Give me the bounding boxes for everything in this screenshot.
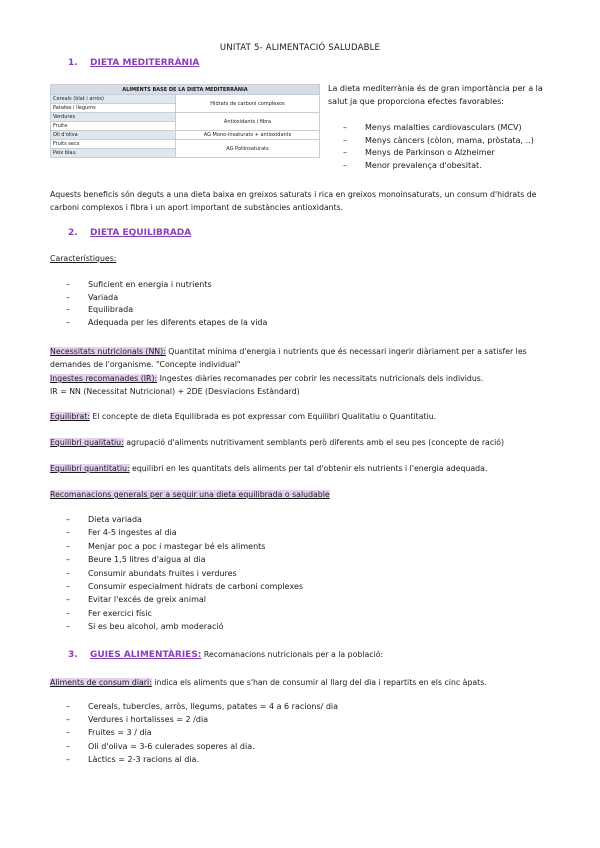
characteristics-list	[66, 279, 267, 329]
section-3-heading	[68, 650, 383, 660]
list-item: – Menys càncers (còlon, mama, pròstata, ..)	[343, 135, 534, 148]
table-row	[51, 95, 320, 104]
list-item: – Fruites = 3 / dia	[66, 726, 338, 739]
section-3-title: GUIES ALIMENTÀRIES:	[90, 650, 202, 660]
table-cell-food: Patates i llegums	[51, 104, 176, 113]
nn-paragraph	[50, 345, 550, 371]
list-item: – Làctics = 2-3 racions al dia.	[66, 753, 338, 766]
list-item: – Equilibrada	[66, 304, 267, 317]
section-1-number: 1.	[68, 58, 78, 68]
table-cell-food: Fruita	[51, 122, 176, 131]
list-item: – Beure 1,5 litres d'aigua al dia	[66, 553, 303, 566]
list-item: – Adequada per les diferents etapes de la vida	[66, 317, 267, 330]
list-item: – Menys de Parkinson o Alzheimer	[343, 147, 534, 160]
equilibrat-paragraph	[50, 410, 550, 423]
list-item: – Si es beu alcohol, amb moderació	[66, 620, 303, 633]
list-item: – Oli d'oliva = 3-6 culerades soperes al dia.	[66, 740, 338, 753]
section-1-title: DIETA MEDITERRÀNIA	[90, 58, 200, 68]
section-2-heading	[68, 228, 191, 238]
benefits-paragraph: Aquests beneficis són deguts a una dieta baixa en greixos saturats i rica en greixos monoinsaturats, un consum d'hidrats de carboni complexos i fibra i un aport important de substàncies antioxidants.	[50, 190, 537, 212]
daily-list	[66, 700, 338, 766]
section-2-number: 2.	[68, 228, 78, 238]
ir-text: Ingestes diàries recomanades per cobrir les necessitats nutricionals dels individus.	[157, 374, 484, 383]
list-item: – Consumir abundats fruites i verdures	[66, 567, 303, 580]
list-item: – Menor prevalença d'obesitat.	[343, 160, 534, 173]
equilibrat-text: El concepte de dieta Equilibrada es pot expressar com Equilibri Qualitatiu o Quantitatiu.	[89, 412, 437, 421]
table-cell-group: AG Poliinsaturats	[176, 140, 320, 158]
section-1-heading	[68, 58, 199, 68]
characteristics-label: Característiques:	[50, 254, 117, 263]
nn-text: Quantitat mínima d'energia i nutrients que és necessari ingerir diàriament per a satisfer les demandes de l'organisme. "Concepte individual"	[50, 347, 527, 369]
table-row	[51, 140, 320, 149]
section-3-text: Recomanacions nutricionals per a la població:	[201, 650, 384, 659]
list-item: – Verdures i hortalisses = 2 /dia	[66, 713, 338, 726]
list-item: – Suficient en energia i nutrients	[66, 279, 267, 292]
daily-text: indica els aliments que s'han de consumir al llarg del dia i repartits en els cinc àpats.	[151, 678, 487, 687]
daily-label: Aliments de consum diari:	[50, 678, 152, 687]
list-item: – Evitar l'excés de greix animal	[66, 593, 303, 606]
document-title: UNITAT 5- ALIMENTACIÓ SALUDABLE	[219, 43, 381, 53]
mediterranean-foods-table	[50, 84, 320, 158]
list-item: – Menys malalties cardiovasculars (MCV)	[343, 122, 534, 135]
recommendations-label-line	[50, 488, 550, 501]
qualitatiu-paragraph	[50, 436, 550, 449]
quantitatiu-text: equilibri en les quantitats dels aliments per tal d'obtenir els nutrients i l'energia adequada.	[129, 464, 488, 473]
benefits-list	[343, 122, 534, 172]
table-cell-food: Peix blau	[51, 149, 176, 158]
list-item: – Variada	[66, 292, 267, 305]
intro-text: La dieta mediterrània és de gran importància per a la salut ja que proporciona efectes favorables:	[328, 84, 543, 106]
list-item: – Cereals, tubercles, arròs, llegums, patates = 4 a 6 racions/ dia	[66, 700, 338, 713]
table-cell-group: Antioxidants i fibra	[176, 113, 320, 131]
table-row	[51, 131, 320, 140]
list-item: – Menjar poc a poc i mastegar bé els aliments	[66, 540, 303, 553]
nn-label: Necessitats nutricionals (NN):	[50, 347, 166, 356]
recommendations-label: Recomanacions generals per a seguir una dieta equilibrada o saludable	[50, 490, 330, 499]
list-item: – Fer 4-5 ingestes al dia	[66, 526, 303, 539]
equilibrat-label: Equilibrat:	[50, 412, 90, 421]
table-cell-food: Oli d'oliva	[51, 131, 176, 140]
section-3-number: 3.	[68, 650, 78, 660]
table-row	[51, 113, 320, 122]
table-cell-food: Verdures	[51, 113, 176, 122]
quantitatiu-paragraph	[50, 462, 550, 475]
table-cell-food: Fruits secs	[51, 140, 176, 149]
list-item: – Dieta variada	[66, 513, 303, 526]
quantitatiu-label: Equilibri quantitatiu:	[50, 464, 130, 473]
list-item: – Consumir especialment hidrats de carboni complexes	[66, 580, 303, 593]
ir-paragraph	[50, 372, 550, 385]
table-cell-group: Hidrats de carboni complexos	[176, 95, 320, 113]
ir-formula: IR = NN (Necessitat Nutricional) + 2DE (Desviacions Estàndard)	[50, 387, 300, 396]
section-2-title: DIETA EQUILIBRADA	[90, 228, 192, 238]
table-header: ALIMENTS BASE DE LA DIETA MEDITERRÀNIA	[51, 85, 320, 95]
list-item: – Fer exercici físic	[66, 607, 303, 620]
table-cell-group: AG Mono-insaturats + antioxidants	[176, 131, 320, 140]
qualitatiu-text: agrupació d'aliments nutritivament semblants però diferents amb el seu pes (concepte de ració)	[123, 438, 505, 447]
daily-paragraph	[50, 676, 550, 689]
table-cell-food: Cereals (blat i arròs)	[51, 95, 176, 104]
recommendations-list	[66, 513, 303, 634]
qualitatiu-label: Equilibri qualitatiu:	[50, 438, 124, 447]
ir-label: Ingestes recomanades (IR):	[50, 374, 158, 383]
